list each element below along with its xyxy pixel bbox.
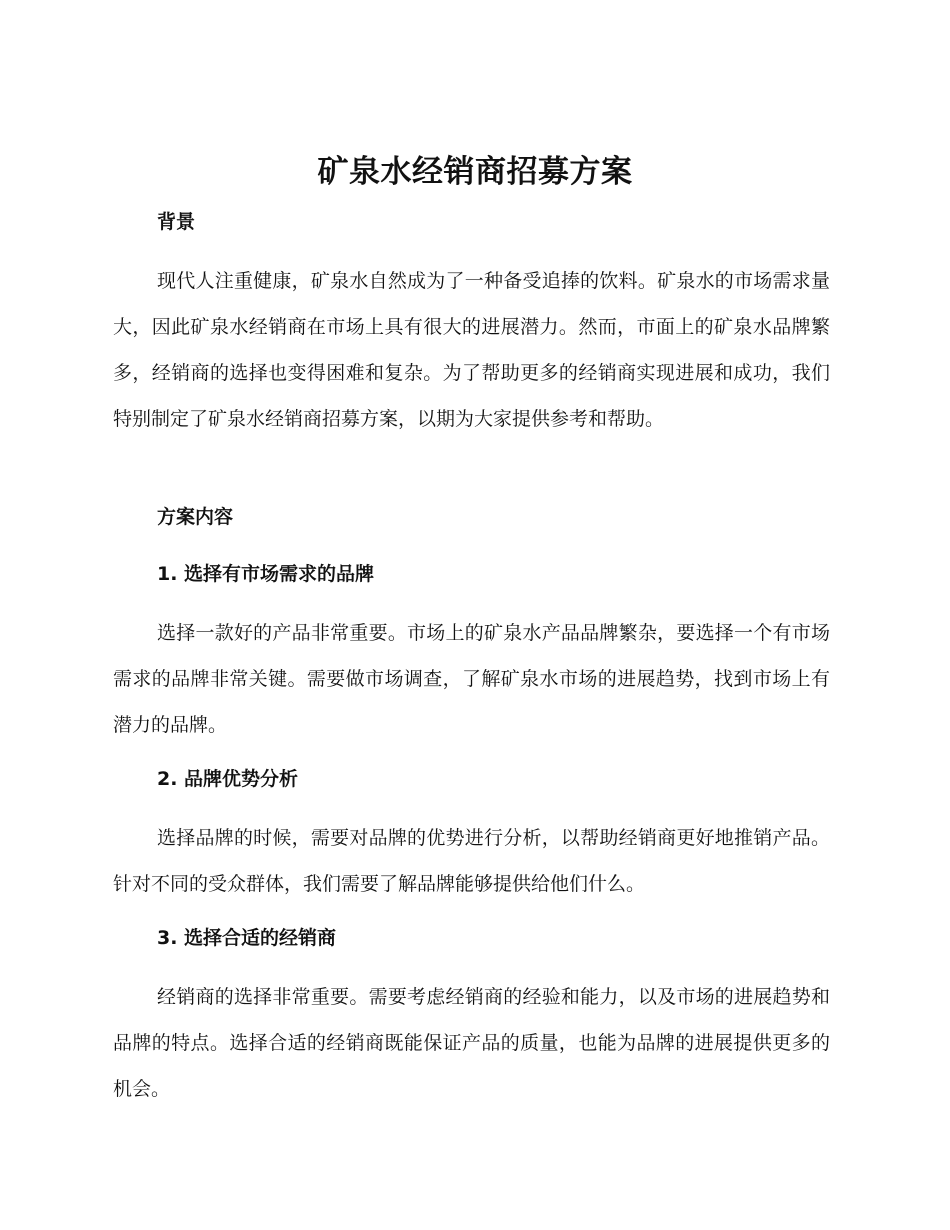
section-heading-plan-content: 方案内容 xyxy=(157,506,234,528)
choose-brand-paragraph: 选择一款好的产品非常重要。市场上的矿泉水产品品牌繁杂，要选择一个有市场需求的品牌非常关键。需要做市场调查，了解矿泉水市场的进展趋势，找到市场上有潜力的品牌。 xyxy=(113,622,830,736)
section-heading-choose-distributor: 3. 选择合适的经销商 xyxy=(157,927,337,949)
section-heading-brand-advantage: 2. 品牌优势分析 xyxy=(157,768,299,790)
brand-advantage-paragraph: 选择品牌的时候，需要对品牌的优势进行分析，以帮助经销商更好地推销产品。针对不同的受众群体，我们需要了解品牌能够提供给他们什么。 xyxy=(113,827,830,895)
background-paragraph: 现代人注重健康，矿泉水自然成为了一种备受追捧的饮料。矿泉水的市场需求量大，因此矿泉水经销商在市场上具有很大的进展潜力。然而，市面上的矿泉水品牌繁多，经销商的选择也变得困难和复杂。为了帮助更多的经销商实现进展和成功，我们特别制定了矿泉水经销商招募方案，以期为大家提供参考和帮助。 xyxy=(113,270,830,430)
document-title: 矿泉水经销商招募方案 xyxy=(317,154,633,190)
section-heading-choose-brand: 1. 选择有市场需求的品牌 xyxy=(157,563,375,585)
choose-distributor-paragraph: 经销商的选择非常重要。需要考虑经销商的经验和能力，以及市场的进展趋势和品牌的特点。选择合适的经销商既能保证产品的质量，也能为品牌的进展提供更多的机会。 xyxy=(113,986,830,1100)
section-heading-background: 背景 xyxy=(157,211,196,233)
